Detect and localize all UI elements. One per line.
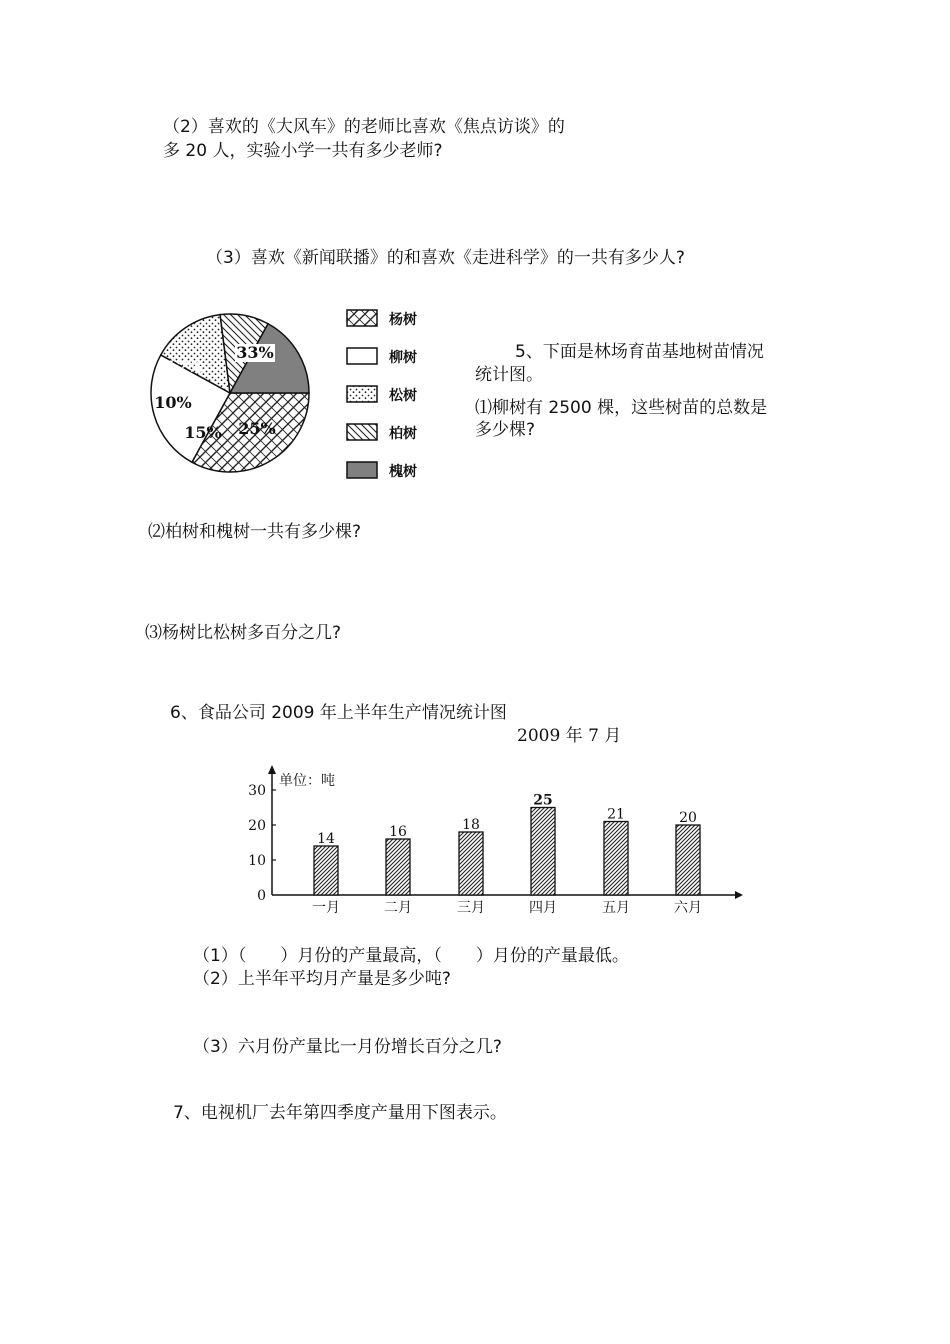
q5-sub1-line2: 多少棵?	[475, 420, 536, 440]
legend-label-2: 柳树	[389, 350, 417, 366]
bar-category-label-1: 一月	[312, 900, 340, 916]
q6-title: 6、食品公司 2009 年上半年生产情况统计图	[170, 703, 507, 723]
legend-swatch-1	[347, 310, 377, 326]
q7-title: 7、电视机厂去年第四季度产量用下图表示。	[173, 1103, 507, 1123]
q5-sub3: ⑶杨树比松树多百分之几?	[145, 623, 342, 643]
bar-3	[459, 832, 483, 895]
bar-category-label-2: 二月	[384, 900, 412, 916]
pie-label-3: 15%	[184, 423, 222, 442]
y-tick-label-2: 20	[248, 818, 266, 834]
q6-sub2: （2）上半年平均月产量是多少吨?	[193, 969, 451, 989]
bar-category-label-5: 五月	[602, 900, 630, 916]
bar-2	[386, 839, 410, 895]
pie-label-5: 17%	[165, 357, 203, 376]
q5-intro-line2: 统计图。	[475, 365, 543, 385]
bar-category-label-3: 三月	[457, 900, 485, 916]
legend-label-5: 槐树	[389, 464, 417, 480]
x-axis-arrow	[735, 891, 743, 899]
y-tick-label-1: 10	[248, 853, 266, 869]
y-tick-label-0: 0	[257, 888, 266, 904]
bar-chart	[230, 762, 750, 922]
bar-6	[676, 825, 700, 895]
legend-swatch-3	[347, 386, 377, 402]
legend-label-1: 杨树	[389, 312, 417, 328]
bar-4	[531, 808, 555, 896]
q5-intro-line1: 5、下面是林场育苗基地树苗情况	[515, 342, 764, 362]
q4-sub3: （3）喜欢《新闻联播》的和喜欢《走进科学》的一共有多少人?	[206, 248, 685, 268]
bar-value-label-3: 18	[462, 817, 480, 833]
legend-label-3: 松树	[389, 388, 417, 404]
q6-sub1: （1）（ ）月份的产量最高，（ ）月份的产量最低。	[193, 946, 629, 966]
q5-sub1-line1: ⑴柳树有 2500 棵，这些树苗的总数是	[475, 398, 768, 418]
bar-5	[604, 822, 628, 896]
legend-label-4: 柏树	[389, 426, 417, 442]
bar-category-label-4: 四月	[529, 900, 557, 916]
legend-swatch-5	[347, 462, 377, 478]
bar-value-label-5: 21	[607, 806, 625, 823]
q4-sub2-line2: 多 20 人，实验小学一共有多少老师?	[163, 141, 443, 161]
pie-label-2: 25%	[238, 419, 276, 438]
legend-swatch-2	[347, 348, 377, 364]
q6-date: 2009 年 7 月	[517, 726, 622, 746]
bar-category-label-6: 六月	[674, 900, 702, 916]
q6-sub3: （3）六月份产量比一月份增长百分之几?	[193, 1037, 502, 1057]
bar-value-label-1: 14	[317, 831, 335, 847]
pie-chart	[145, 292, 465, 492]
pie-label-4: 10%	[154, 393, 192, 412]
q4-sub2-line1: （2）喜欢的《大风车》的老师比喜欢《焦点访谈》的	[163, 117, 565, 137]
unit-label: 单位：吨	[279, 773, 335, 789]
legend-swatch-4	[347, 424, 377, 440]
y-axis-arrow	[268, 765, 276, 774]
bar-value-label-4: 25	[533, 792, 553, 809]
bar-1	[314, 846, 338, 895]
q5-sub2: ⑵柏树和槐树一共有多少棵?	[148, 522, 362, 542]
y-tick-label-3: 30	[248, 783, 266, 799]
bar-value-label-2: 16	[389, 824, 407, 840]
bar-value-label-6: 20	[679, 810, 697, 826]
pie-label-1: 33%	[236, 343, 274, 362]
